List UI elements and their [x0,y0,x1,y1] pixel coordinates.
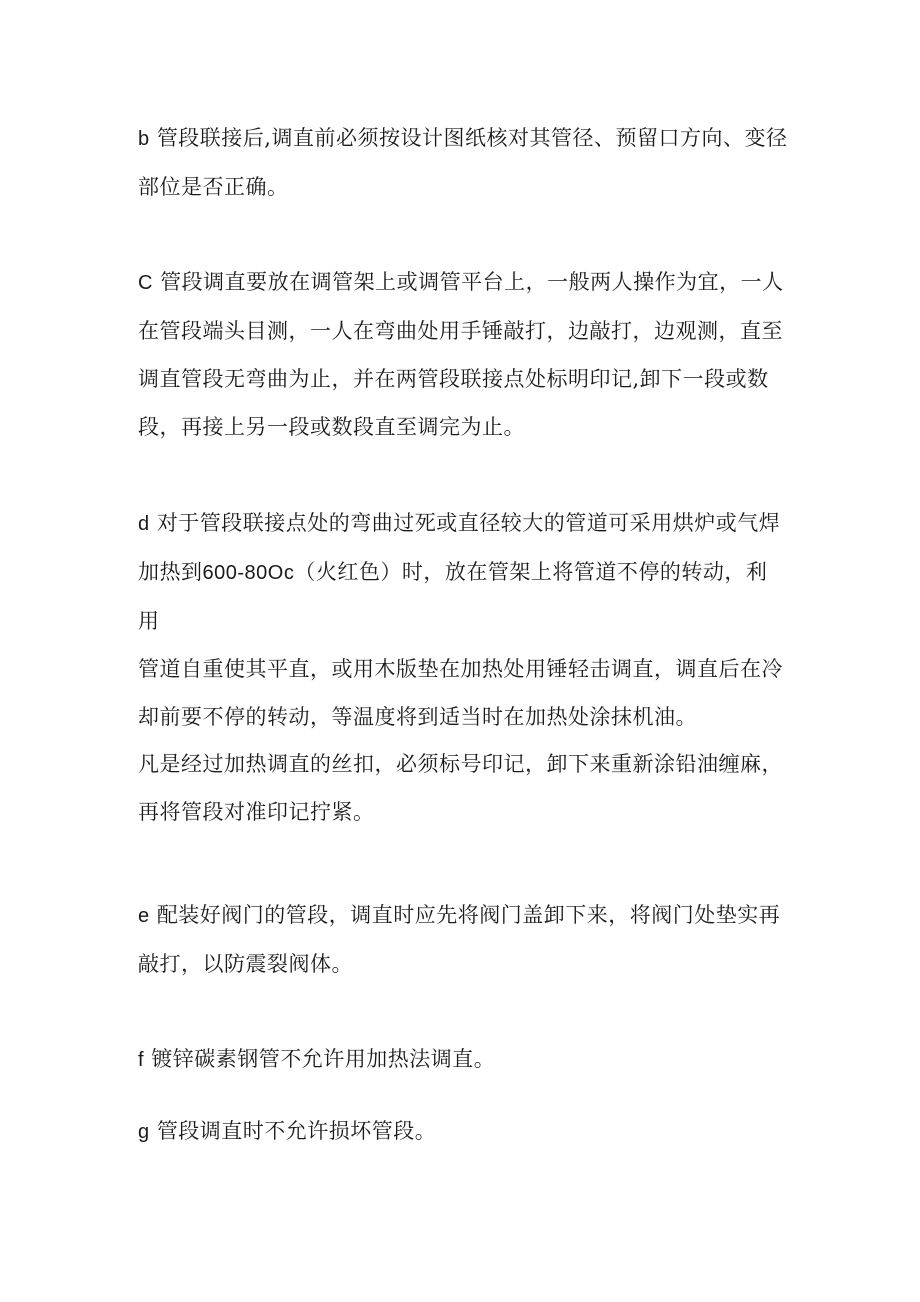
text-line: 管段联接后,调直前必须按设计图纸核对其管径、预留口方向、变径 [156,126,788,150]
text-line: 敲打，以防震裂阀体。 [138,952,353,976]
text-line: 管段调直时不允许损坏管段。 [156,1119,437,1143]
paragraph-b [138,114,788,211]
paragraph-e [138,891,788,988]
text-line: 段，再接上另一段或数段直至调完为止。 [138,415,525,439]
paragraph-c [138,258,788,451]
item-marker: e [138,905,150,927]
text-line: （火红色）时，放在管架上将管道不停的转动，利用 [138,560,768,633]
text-line: 对于管段联接点处的弯曲过死或直径较大的管道可采用烘炉或气焊 [156,511,781,535]
item-marker: b [138,128,150,150]
text-line: 部位是否正确。 [138,175,289,199]
text-line: 再将管段对准印记拧紧。 [138,800,375,824]
text-line: 却前要不停的转动，等温度将到适当时在加热处涂抹机油。 [138,705,697,729]
paragraph-heat-thread [138,740,788,836]
text-line: 凡是经过加热调直的丝扣，必须标号印记，卸下来重新涂铅油缠麻， [138,752,783,776]
paragraph-g [138,1107,788,1156]
text-line: 在管段端头目测，一人在弯曲处用手锤敲打，边敲打，边观测，直至 [138,319,783,343]
text-line: 配装好阀门的管段，调直时应先将阀门盖卸下来，将阀门处垫实再 [156,903,781,927]
text-line: 管段调直要放在调管架上或调管平台上，一般两人操作为宜，一人 [160,270,784,294]
text-line: 加热到 [138,560,203,584]
item-marker: f [138,1049,145,1071]
text-line: 镀锌碳素钢管不允许用加热法调直。 [151,1047,496,1071]
paragraph-d [138,499,788,741]
item-marker: d [138,513,150,535]
temperature-value: 600-80Oc [202,562,295,584]
text-line: 管道自重使其平直，或用木版垫在加热处用锤轻击调直，调直后在冷 [138,657,783,681]
item-marker: C [138,272,153,294]
paragraph-f [138,1035,788,1084]
item-marker: g [138,1121,150,1143]
text-line: 调直管段无弯曲为止，并在两管段联接点处标明印记,卸下一段或数 [138,367,769,391]
